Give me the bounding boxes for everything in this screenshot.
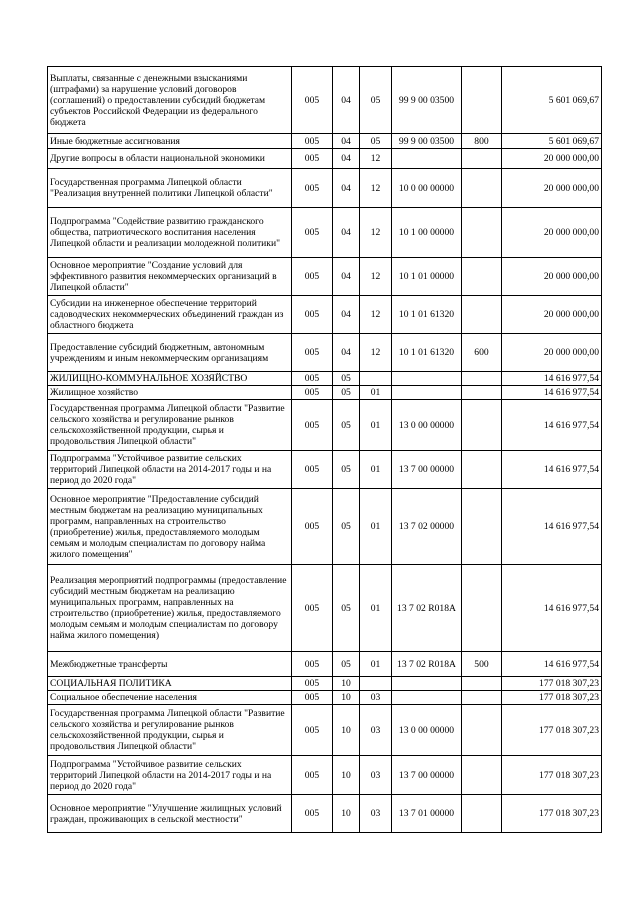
- cell-gr: 005: [292, 400, 333, 451]
- cell-csr: 10 1 01 00000: [392, 258, 462, 296]
- cell-csr: 13 7 00 00000: [392, 451, 462, 489]
- table-row: [48, 451, 602, 489]
- cell-gr: 005: [292, 258, 333, 296]
- table-row: [48, 149, 602, 169]
- cell-rz: 05: [333, 372, 360, 386]
- table-row: [48, 677, 602, 691]
- cell-vr: 600: [462, 334, 502, 372]
- table-row: [48, 67, 602, 134]
- cell-gr: 005: [292, 451, 333, 489]
- cell-csr: 13 0 00 00000: [392, 705, 462, 756]
- cell-name: Подпрограмма "Устойчивое развитие сельских территорий Липецкой области на 2014-2017 годы и на период до 2020 года": [48, 451, 292, 489]
- cell-rz: 10: [333, 677, 360, 691]
- cell-vr: [462, 296, 502, 334]
- cell-sum: 14 616 977,54: [502, 565, 602, 652]
- cell-gr: 005: [292, 67, 333, 134]
- cell-pr: 01: [360, 386, 392, 400]
- cell-csr: 13 7 02 00000: [392, 489, 462, 565]
- cell-rz: 10: [333, 756, 360, 795]
- cell-csr: 10 0 00 00000: [392, 169, 462, 208]
- cell-pr: 05: [360, 67, 392, 134]
- cell-pr: 12: [360, 149, 392, 169]
- cell-csr: [392, 386, 462, 400]
- cell-gr: 005: [292, 652, 333, 677]
- cell-pr: 12: [360, 334, 392, 372]
- cell-name: Субсидии на инженерное обеспечение территорий садоводческих некоммерческих объединений граждан из областного бюджета: [48, 296, 292, 334]
- cell-rz: 04: [333, 169, 360, 208]
- cell-pr: 01: [360, 451, 392, 489]
- cell-vr: [462, 208, 502, 258]
- cell-name: Подпрограмма "Содействие развитию гражданского общества, патриотического воспитания населения Липецкой области и реализации молодежной политики": [48, 208, 292, 258]
- cell-name: Государственная программа Липецкой области "Развитие сельского хозяйства и регулирование рынков сельскохозяйственной продукции, сырья и продовольствия Липецкой области": [48, 400, 292, 451]
- cell-rz: 10: [333, 705, 360, 756]
- cell-pr: [360, 677, 392, 691]
- cell-rz: 04: [333, 67, 360, 134]
- cell-rz: 05: [333, 489, 360, 565]
- table-row: [48, 134, 602, 149]
- cell-sum: 20 000 000,00: [502, 169, 602, 208]
- cell-rz: 04: [333, 134, 360, 149]
- cell-gr: 005: [292, 334, 333, 372]
- cell-name: Основное мероприятие "Предоставление субсидий местным бюджетам на реализацию муниципальных программ, направленных на строительство (приобретение) жилья, предоставляемого молодым семьям и молодым специалистам по договору найма жилого помещения": [48, 489, 292, 565]
- cell-vr: [462, 258, 502, 296]
- table-row: [48, 691, 602, 705]
- cell-gr: 005: [292, 149, 333, 169]
- cell-pr: 01: [360, 489, 392, 565]
- cell-pr: 01: [360, 400, 392, 451]
- cell-pr: 12: [360, 296, 392, 334]
- cell-gr: 005: [292, 705, 333, 756]
- table-row: [48, 169, 602, 208]
- cell-sum: 20 000 000,00: [502, 296, 602, 334]
- table-row: [48, 705, 602, 756]
- cell-csr: [392, 677, 462, 691]
- cell-name: Основное мероприятие "Создание условий для эффективного развития некоммерческих организаций в Липецкой области": [48, 258, 292, 296]
- cell-name: СОЦИАЛЬНАЯ ПОЛИТИКА: [48, 677, 292, 691]
- cell-rz: 10: [333, 795, 360, 833]
- cell-gr: 005: [292, 296, 333, 334]
- cell-pr: 01: [360, 565, 392, 652]
- cell-vr: [462, 372, 502, 386]
- table-row: [48, 756, 602, 795]
- cell-rz: 05: [333, 400, 360, 451]
- cell-sum: 14 616 977,54: [502, 489, 602, 565]
- cell-pr: 12: [360, 169, 392, 208]
- cell-rz: 04: [333, 208, 360, 258]
- cell-sum: 20 000 000,00: [502, 149, 602, 169]
- cell-pr: 05: [360, 134, 392, 149]
- cell-sum: 14 616 977,54: [502, 652, 602, 677]
- cell-name: Жилищное хозяйство: [48, 386, 292, 400]
- cell-name: Реализация мероприятий подпрограммы (предоставление субсидий местным бюджетам на реализацию муниципальных программ, направленных на строительство (приобретение) жилья, предоставляемого молодым семьям и молодым специалистам по договору найма жилого помещения): [48, 565, 292, 652]
- cell-sum: 14 616 977,54: [502, 400, 602, 451]
- cell-csr: 13 7 02 R018A: [392, 652, 462, 677]
- cell-vr: 500: [462, 652, 502, 677]
- cell-name: Государственная программа Липецкой области "Развитие сельского хозяйства и регулирование рынков сельскохозяйственной продукции, сырья и продовольствия Липецкой области": [48, 705, 292, 756]
- cell-vr: [462, 386, 502, 400]
- cell-csr: [392, 691, 462, 705]
- cell-csr: 99 9 00 03500: [392, 134, 462, 149]
- cell-rz: 04: [333, 334, 360, 372]
- cell-csr: 10 1 01 61320: [392, 334, 462, 372]
- budget-table: [47, 66, 602, 833]
- cell-gr: 005: [292, 208, 333, 258]
- cell-vr: [462, 489, 502, 565]
- cell-rz: 04: [333, 149, 360, 169]
- cell-pr: 12: [360, 208, 392, 258]
- cell-vr: [462, 400, 502, 451]
- table-body: [48, 67, 602, 833]
- cell-name: Подпрограмма "Устойчивое развитие сельских территорий Липецкой области на 2014-2017 годы и на период до 2020 года": [48, 756, 292, 795]
- cell-sum: 177 018 307,23: [502, 756, 602, 795]
- table-row: [48, 258, 602, 296]
- cell-gr: 005: [292, 386, 333, 400]
- cell-sum: 20 000 000,00: [502, 258, 602, 296]
- cell-name: Предоставление субсидий бюджетным, автономным учреждениям и иным некоммерческим организациям: [48, 334, 292, 372]
- cell-gr: 005: [292, 795, 333, 833]
- table-row: [48, 386, 602, 400]
- cell-vr: [462, 67, 502, 134]
- cell-csr: 13 7 02 R018A: [392, 565, 462, 652]
- cell-sum: 14 616 977,54: [502, 451, 602, 489]
- cell-gr: 005: [292, 691, 333, 705]
- cell-vr: [462, 705, 502, 756]
- cell-rz: 04: [333, 258, 360, 296]
- cell-sum: 5 601 069,67: [502, 67, 602, 134]
- cell-name: Межбюджетные трансферты: [48, 652, 292, 677]
- cell-sum: 177 018 307,23: [502, 705, 602, 756]
- cell-pr: 03: [360, 795, 392, 833]
- cell-sum: 20 000 000,00: [502, 208, 602, 258]
- cell-gr: 005: [292, 565, 333, 652]
- cell-vr: [462, 451, 502, 489]
- cell-name: Другие вопросы в области национальной экономики: [48, 149, 292, 169]
- cell-vr: [462, 677, 502, 691]
- cell-pr: 03: [360, 691, 392, 705]
- cell-rz: 05: [333, 451, 360, 489]
- cell-vr: [462, 149, 502, 169]
- table-row: [48, 334, 602, 372]
- cell-name: Государственная программа Липецкой области "Реализация внутренней политики Липецкой области": [48, 169, 292, 208]
- cell-pr: 03: [360, 756, 392, 795]
- cell-vr: 800: [462, 134, 502, 149]
- cell-pr: 12: [360, 258, 392, 296]
- cell-pr: [360, 372, 392, 386]
- cell-rz: 05: [333, 652, 360, 677]
- cell-pr: 01: [360, 652, 392, 677]
- table-row: [48, 208, 602, 258]
- cell-gr: 005: [292, 169, 333, 208]
- cell-csr: 99 9 00 03500: [392, 67, 462, 134]
- cell-pr: 03: [360, 705, 392, 756]
- cell-gr: 005: [292, 677, 333, 691]
- table-row: [48, 400, 602, 451]
- cell-name: Основное мероприятие "Улучшение жилищных условий граждан, проживающих в сельской местности": [48, 795, 292, 833]
- table-row: [48, 372, 602, 386]
- cell-name: Иные бюджетные ассигнования: [48, 134, 292, 149]
- cell-csr: 13 0 00 00000: [392, 400, 462, 451]
- cell-sum: 14 616 977,54: [502, 372, 602, 386]
- cell-csr: 13 7 01 00000: [392, 795, 462, 833]
- cell-csr: [392, 149, 462, 169]
- cell-csr: 10 1 00 00000: [392, 208, 462, 258]
- cell-rz: 04: [333, 296, 360, 334]
- cell-name: Выплаты, связанные с денежными взысканиями (штрафами) за нарушение условий договоров (соглашений) о предоставлении субсидий бюджетам субъектов Российской Федерации из федерального бюджета: [48, 67, 292, 134]
- cell-name: ЖИЛИЩНО-КОММУНАЛЬНОЕ ХОЗЯЙСТВО: [48, 372, 292, 386]
- cell-csr: 13 7 00 00000: [392, 756, 462, 795]
- cell-vr: [462, 756, 502, 795]
- cell-gr: 005: [292, 489, 333, 565]
- table-row: [48, 565, 602, 652]
- cell-vr: [462, 169, 502, 208]
- cell-sum: 14 616 977,54: [502, 386, 602, 400]
- cell-sum: 20 000 000,00: [502, 334, 602, 372]
- cell-gr: 005: [292, 756, 333, 795]
- cell-sum: 177 018 307,23: [502, 691, 602, 705]
- cell-csr: [392, 372, 462, 386]
- cell-rz: 05: [333, 565, 360, 652]
- cell-name: Социальное обеспечение населения: [48, 691, 292, 705]
- cell-rz: 10: [333, 691, 360, 705]
- cell-sum: 5 601 069,67: [502, 134, 602, 149]
- table-row: [48, 795, 602, 833]
- cell-vr: [462, 565, 502, 652]
- cell-vr: [462, 691, 502, 705]
- table-row: [48, 652, 602, 677]
- cell-gr: 005: [292, 134, 333, 149]
- cell-gr: 005: [292, 372, 333, 386]
- table-row: [48, 489, 602, 565]
- cell-rz: 05: [333, 386, 360, 400]
- cell-sum: 177 018 307,23: [502, 677, 602, 691]
- cell-csr: 10 1 01 61320: [392, 296, 462, 334]
- cell-vr: [462, 795, 502, 833]
- cell-sum: 177 018 307,23: [502, 795, 602, 833]
- table-row: [48, 296, 602, 334]
